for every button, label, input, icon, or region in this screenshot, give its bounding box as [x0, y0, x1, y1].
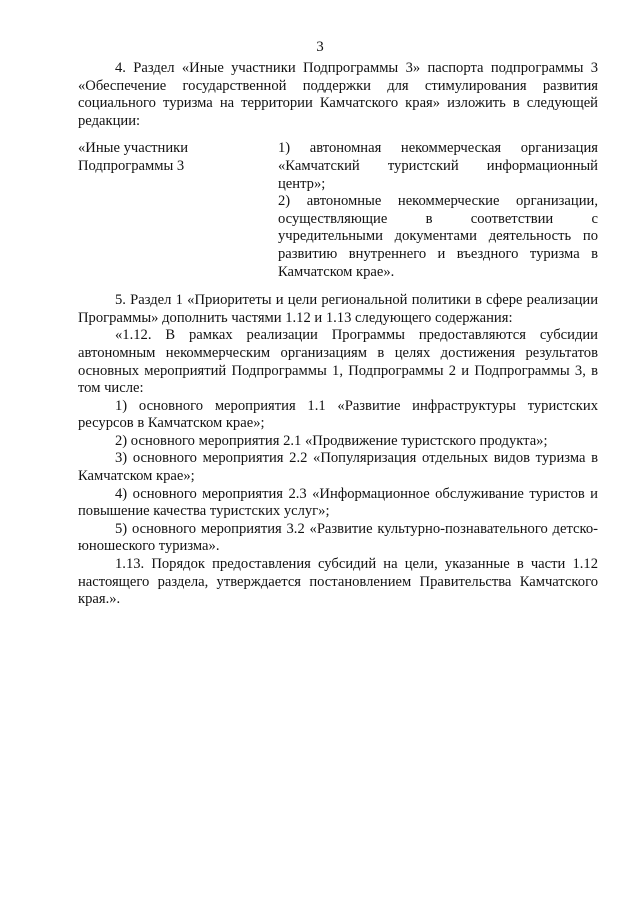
- participants-table: [78, 140, 598, 281]
- participants-label: «Иные участники Подпрограммы 3: [78, 140, 189, 174]
- measure-item-2: 2) основного мероприятия 2.1 «Продвижение туристского продукта»;: [115, 432, 548, 449]
- page-number: 3: [316, 39, 324, 55]
- measure-item-3: 3) основного мероприятия 2.2 «Популяризация отдельных видов туризма в Камчатском крае»;: [78, 450, 598, 485]
- participants-list: [278, 140, 598, 281]
- document-body: [78, 60, 598, 609]
- part-1-13: 1.13. Порядок предоставления субсидий на цели, указанные в части 1.12 настоящего раздела, утверждается постановлением Правительства Камчатского края.».: [78, 556, 598, 608]
- section-5-intro: 5. Раздел 1 «Приоритеты и цели региональной политики в сфере реализации Программы» дополнить частями 1.12 и 1.13 следующего содержания:: [78, 292, 598, 326]
- participant-item-2: 2) автономные некоммерческие организации, осуществляющие в соответствии с учредительными документами деятельность по развитию внутреннего и въездного туризма в Камчатском крае».: [278, 193, 598, 280]
- section-4-intro: 4. Раздел «Иные участники Подпрограммы 3» паспорта подпрограммы 3 «Обеспечение государственной поддержки для стимулирования развития социального туризма на территории Камчатского края» изложить в следующей редакции:: [78, 60, 598, 129]
- participant-item-1: 1) автономная некоммерческая организация «Камчатский туристский информационный центр»;: [278, 140, 598, 192]
- measure-item-4: 4) основного мероприятия 2.3 «Информационное обслуживание туристов и повышение качества туристских услуг»;: [78, 485, 598, 520]
- measure-item-1: 1) основного мероприятия 1.1 «Развитие инфраструктуры туристских ресурсов в Камчатском крае»;: [78, 397, 598, 432]
- part-1-12: «1.12. В рамках реализации Программы предоставляются субсидии автономным некоммерческим организациям в целях достижения результатов основных мероприятий Подпрограммы 1, Подпрограммы 2 и Подпрограммы 3, в том числе:: [78, 327, 598, 397]
- measure-item-5: 5) основного мероприятия 3.2 «Развитие культурно-познавательного детско-юношеского туризма».: [78, 520, 598, 555]
